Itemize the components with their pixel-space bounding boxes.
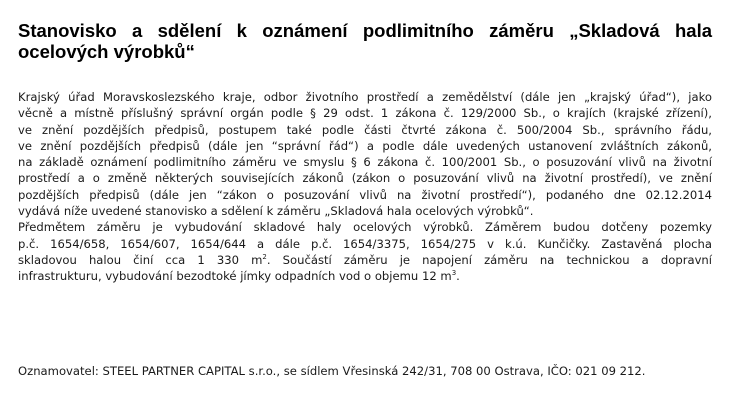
document-body xyxy=(18,89,712,285)
volume-unit-superscript: 3 xyxy=(451,269,457,278)
paragraph-line: věcně a místně příslušný správní orgán podle § 29 odst. 1 zákona č. 129/2000 Sb., o krajích (krajské zřízení), xyxy=(18,106,712,121)
area-text-rest: . Součástí záměru je napojení záměru na technickou a dopravní xyxy=(266,252,712,267)
volume-text: infrastrukturu, vybudování bezodtoké jímky odpadních vod o objemu 12 m xyxy=(18,269,452,284)
paragraph-line: Krajský úřad Moravskoslezského kraje, odbor životního prostředí a zemědělství (dále jen „krajský úřad“), jako xyxy=(18,90,712,104)
paragraph-intro xyxy=(18,89,712,219)
volume-text-rest: . xyxy=(456,269,460,284)
notifier-line: Oznamovatel: STEEL PARTNER CAPITAL s.r.o., se sídlem Vřesinská 242/31, 708 00 Ostrava, IČO: 021 09 212. xyxy=(18,364,646,378)
document-title-line-1: Stanovisko a sdělení k oznámení podlimitního záměru „Skladová hala xyxy=(18,20,712,41)
paragraph-line: prostředí a o změně některých souvisejících zákonů (zákon o posuzování vlivů na životní prostředí), ve znění xyxy=(18,171,712,186)
area-unit-superscript: 2 xyxy=(262,252,267,261)
paragraph-line: na základě oznámení podlimitního záměru ve smyslu § 6 zákona č. 100/2001 Sb., o posuzování vlivů na životní xyxy=(18,155,712,170)
paragraph-line: ve znění pozdějších předpisů (dále jen “správní řád“) a podle dále uvedených ustanovení zvláštních zákonů, xyxy=(18,138,712,153)
document-title-line-2: ocelových výrobků“ xyxy=(18,41,195,62)
paragraph-subject xyxy=(18,219,712,284)
paragraph-line: pozdějších předpisů (dále jen “zákon o posuzování vlivů na životní prostředí“), podaného dne 02.12.2014 xyxy=(18,187,712,202)
area-text: skladovou halou činí cca 1 330 m xyxy=(18,252,263,267)
document-page xyxy=(18,20,712,378)
paragraph-line-volume xyxy=(18,268,712,284)
paragraph-line: p.č. 1654/658, 1654/607, 1654/644 a dále p.č. 1654/3375, 1654/275 v k.ú. Kunčičky. Zastavěná plocha xyxy=(18,236,712,251)
paragraph-line: ve znění pozdějších předpisů, postupem také podle části čtvrté zákona č. 500/2004 Sb., správního řádu, xyxy=(18,122,712,137)
paragraph-line: vydává níže uvedené stanovisko a sdělení k záměru „Skladová hala ocelových výrobků“. xyxy=(18,204,534,219)
paragraph-line-area xyxy=(18,252,712,268)
paragraph-line: Předmětem záměru je vybudování skladové haly ocelových výrobků. Záměrem budou dotčeny pozemky xyxy=(18,220,712,235)
